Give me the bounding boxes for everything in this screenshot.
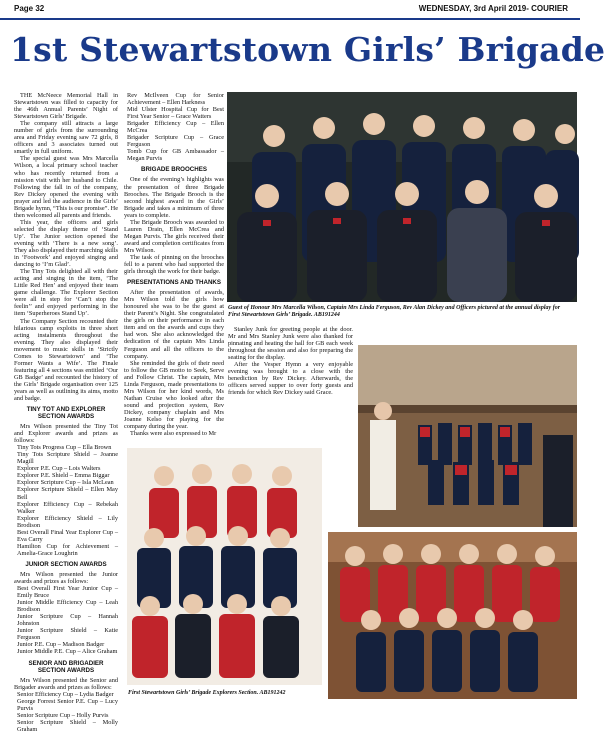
paragraph: After the presentation of awards, Mrs Wilson told the girls how honoured she was to be the guest at their Parent’s Night. She congratulated the girls on their performance in each item and on the awards and cups they had won. She also acknowledged the dedication of the captain Mrs Linda Ferguson and all the officers to the company. (124, 289, 224, 360)
paragraph: The task of pinning on the brooches fell to a parent who had supported the girls through the work for their badge. (124, 253, 224, 276)
award-item: Explorer Efficiency Cup – Rebekah Walker (17, 500, 118, 515)
award-item: Brigader Efficiency Cup – Ellen McCrea (127, 120, 224, 135)
section-heading: BRIGADE BROOCHES (140, 166, 207, 174)
paragraph: The special guest was Mrs Marcella Wilson, a local primary school teacher who has recently returned from a mission visit with her husband to Chile. Following the fall in of the company, Rev Dickey opened the evening with prayer and led the audience in the Girls’ Brigade hymn, “This is our promise”. He then welcomed all parents and friends. (14, 155, 118, 219)
photo-caption: First Stewartstown Girls’ Brigade Explorers Section. AB191242 (128, 690, 286, 696)
award-item: Rev McIlveen Cup for Senior Achievement – Ellen Harkness (127, 92, 224, 107)
award-item: Junior P.E. Cup – Madison Badger (17, 641, 105, 649)
award-item: Junior Scripture Shield – Katie Ferguson (17, 627, 118, 642)
junior-section-photo (328, 532, 577, 699)
page-number: Page 32 (14, 4, 45, 13)
section-heading: JUNIOR SECTION AWARDS (25, 560, 107, 568)
award-item: Best Overall Final Year Explorer Cup – Eva Carry (17, 528, 118, 543)
award-item: Senior Scripture Cup – Holly Purvis (17, 711, 109, 719)
page-header (0, 0, 580, 20)
article-column-3 (228, 326, 353, 441)
award-item: Explorer P.E. Shield – Emma Biggar (17, 472, 110, 480)
award-item: Senior Scripture Shield – Molly Graham (17, 718, 118, 733)
section-heading: SENIOR AND BRIGADIER SECTION AWARDS (28, 659, 104, 674)
section-heading: PRESENTATIONS AND THANKS (126, 279, 222, 287)
photo-caption: Guest of Honour Mrs Marcella Wilson, Captain Mrs Linda Ferguson, Rev Alan Dickey and Officers pictured at the annual display for First Stewartstown Girls’ Brigade. AB191244 (228, 305, 561, 318)
section-heading: TINY TOT AND EXPLORER SECTION AWARDS (26, 406, 106, 421)
award-item: George Forrest Senior P.E. Cup – Lucy Purvis (17, 697, 118, 712)
explorers-section-photo (127, 448, 322, 685)
award-item: Junior Middle P.E. Cup – Alice Graham (17, 648, 118, 656)
award-item: Hamilton Cup for Achievement – Amelia-Grace Loughrin (17, 542, 118, 557)
paragraph: This year, the officers and girls selected the display theme of ‘Stand Up’. The Junior section opened the evening with ‘There is a new song’. They also displayed their marching skills in ‘Footwork’ and enjoyed singing and dancing to ‘I’m Glad’. (14, 218, 118, 269)
award-item: Brigader Scripture Cup – Grace Ferguson (127, 134, 224, 149)
paragraph: She reminded the girls of their need to follow the GB motto to Seek, Serve and Follow Christ. The captain, Mrs Linda Ferguson, made presentations to Mrs Wilson for her kind words, Ms Nathan Cruise who looked after the sound and projection system, Rev Dickey, company chaplain and Mrs Joanne Kelso for playing for the company during the year. (124, 359, 224, 431)
award-item: Tiny Tots Scripture Shield – Joanne Magill (17, 451, 118, 466)
award-item: Junior Middle Efficiency Cup – Leah Brodison (17, 599, 118, 614)
paragraph: After the Vesper Hymn a very enjoyable evening was brought to a close with the benediction by Rev Dickey. Afterwards, the officers served supper to over forty guests and friends for which Rev Dickey said Grace. (228, 361, 353, 397)
paragraph: Thanks were also expressed to Mr (130, 430, 217, 438)
paragraph: Stanley Junk for greeting people at the door. Mr and Mrs Stanley Junk were also thanked for pinnating and heating the hall for GB each week throughout the session and also for preparing the seating for the display. (228, 326, 353, 362)
paragraph: One of the evening’s highlights was the presentation of three Brigade Brooches. The Brigade Brooch is the second highest award in the Girls’ Brigade and takes a minimum of three years to complete. (124, 176, 224, 219)
paragraph: Mrs Wilson presented the Tiny Tot and Explorer awards and prizes as follows: (14, 423, 118, 445)
award-item: Explorer Efficiency Shield – Lily Brodison (17, 514, 118, 529)
article-column-2 (124, 92, 224, 438)
paragraph: The Company Section recounted their hilarious camp exploits in three short acting instalments throughout the evening. They also displayed their movement to music skills in ‘Strictly Comes to Stewartstown’ and ‘The Former Wants a Wife’. The Finale featuring all 4 sections was entitled ‘Our GB Badge’ and recounted the history of the Girls’ Brigade organisation over 125 years as well as outlining its aims, motto and badge. (14, 317, 118, 403)
hall-display-photo (358, 345, 577, 527)
headline: 1st Stewartstown Girls’ Brigade (10, 30, 605, 69)
award-item: Best Overall First Year Junior Cup – Emily Bruce (17, 585, 118, 600)
award-item: Senior Efficiency Cup – Lydia Badger (17, 690, 114, 698)
paragraph: The Brigade Brooch was awarded to Lauren Drain, Ellen McCrea and Megan Purvis. The girls received their award and completion certificates from Mrs Wilson. (124, 218, 224, 254)
paragraph: The Tiny Tots delighted all with their acting and singing in the item, ‘The Little Red Hen’ and enjoyed their team game challenge. The Explorer Section were all in step for ‘Can’t stop the feelin’’ and enjoyed performing in the item ‘Superheroes Stand Up’. (14, 268, 118, 318)
paragraph: THE McNeece Memorial Hall in Stewartstown was filled to capacity for the 46th Annual Parents’ Night of Stewartstown Girls’ Brigade. (14, 92, 118, 121)
award-item: Tiny Tots Progress Cup – Ella Brown (17, 444, 112, 452)
publication-date: WEDNESDAY, 3rd April 2019- COURIER (418, 4, 568, 13)
article-column-1 (14, 92, 118, 733)
paragraph: Mrs Wilson presented the Senior and Brigader awards and prizes as follows: (14, 676, 118, 691)
paragraph: Mrs Wilson presented the Junior awards and prizes as follows: (14, 570, 118, 585)
officers-group-photo (227, 92, 577, 302)
award-item: Mid Ulster Hospital Cup for Best First Year Senior – Grace Watters (127, 106, 224, 121)
award-item: Tomb Cup for GB Ambassador – Megan Purvis (127, 148, 224, 163)
award-item: Explorer Scripture Cup – Isla McLean (17, 479, 114, 487)
award-item: Explorer P.E. Cup – Lois Walters (17, 465, 101, 473)
paragraph: The company still attracts a large number of girls from the surrounding area and Friday evening saw 72 girls, 8 officers and 3 associates turned out smartly in full uniform. (14, 120, 118, 156)
award-item: Explorer Scripture Shield – Ellen May Bell (17, 486, 118, 501)
award-item: Junior Scripture Cup – Hannah Johnston (17, 613, 118, 628)
